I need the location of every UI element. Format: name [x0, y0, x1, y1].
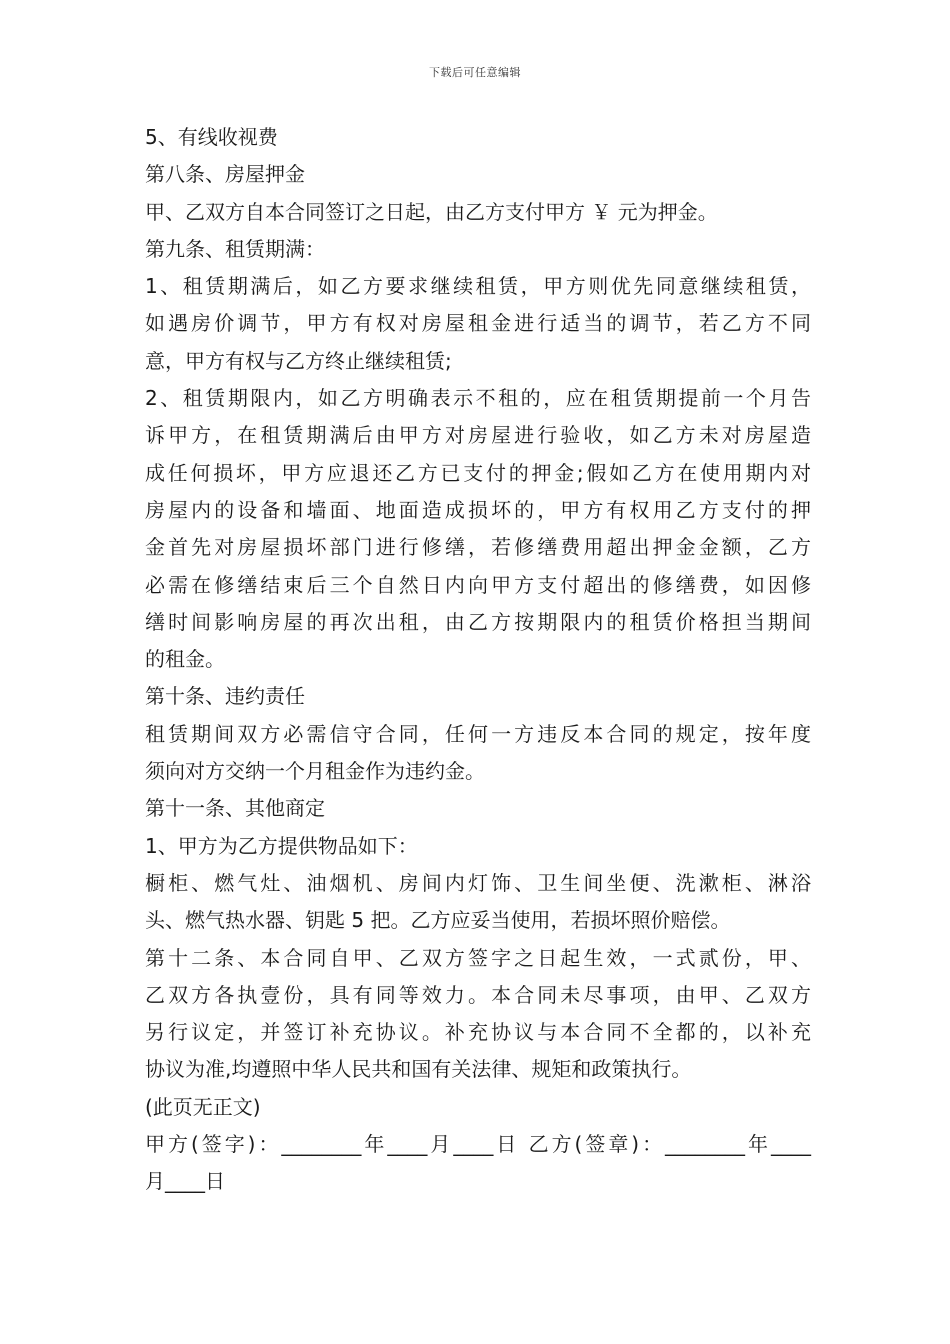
text-line: 缮时间影响房屋的再次出租，由乙方按期限内的租赁价格担当期间 — [145, 609, 811, 634]
text-line: 2、租赁期限内，如乙方明确表示不租的，应在租赁期提前一个月告 — [145, 386, 811, 411]
text-line: 橱柜、燃气灶、油烟机、房间内灯饰、卫生间坐便、洗漱柜、淋浴 — [145, 870, 811, 895]
text-line: 必需在修缮结束后三个自然日内向甲方支付超出的修缮费，如因修 — [145, 572, 811, 597]
text-line: 成任何损坏，甲方应退还乙方已支付的押金;假如乙方在使用期内对 — [145, 460, 811, 485]
text-line: 月____日 — [145, 1169, 225, 1194]
text-line: 房屋内的设备和墙面、地面造成损坏的，甲方有权用乙方支付的押 — [145, 497, 811, 522]
text-line: 头、燃气热水器、钥匙 5 把。乙方应妥当使用，若损坏照价赔偿。 — [145, 908, 731, 933]
text-line: 租赁期间双方必需信守合同，任何一方违反本合同的规定，按年度 — [145, 721, 811, 746]
text-line: 1、甲方为乙方提供物品如下： — [145, 833, 418, 858]
text-line: 的租金。 — [145, 647, 225, 672]
text-line: 甲方(签字)：________年____月____日 乙方(签章)：________年____ — [145, 1132, 811, 1157]
text-line: 第十条、违约责任 — [145, 684, 305, 709]
text-line: 第九条、租赁期满： — [145, 236, 325, 261]
text-line: 第八条、房屋押金 — [145, 162, 305, 187]
text-line: 如遇房价调节，甲方有权对房屋租金进行适当的调节，若乙方不同 — [145, 311, 811, 336]
text-line: 意，甲方有权与乙方终止继续租赁; — [145, 348, 452, 373]
text-line: 第十二条、本合同自甲、乙双方签字之日起生效，一式贰份，甲、 — [145, 945, 811, 970]
text-line: 乙双方各执壹份，具有同等效力。本合同未尽事项，由甲、乙双方 — [145, 982, 811, 1007]
text-line: 金首先对房屋损坏部门进行修缮，若修缮费用超出押金金额，乙方 — [145, 535, 811, 560]
text-line: (此页无正文) — [145, 1094, 261, 1119]
text-line: 第十一条、其他商定 — [145, 796, 325, 821]
text-line: 须向对方交纳一个月租金作为违约金。 — [145, 759, 485, 784]
text-line: 5、有线收视费 — [145, 125, 278, 149]
contract-body — [145, 119, 811, 1201]
text-line: 1、租赁期满后，如乙方要求继续租赁，甲方则优先同意继续租赁， — [145, 274, 811, 299]
text-line: 另行议定，并签订补充协议。补充协议与本合同不全都的，以补充 — [145, 1020, 811, 1045]
text-line: 甲、乙双方自本合同签订之日起，由乙方支付甲方 ￥ 元为押金。 — [145, 199, 718, 224]
text-line: 诉甲方，在租赁期满后由甲方对房屋进行验收，如乙方未对房屋造 — [145, 423, 811, 448]
page-header-note: 下载后可任意编辑 — [429, 66, 521, 79]
text-line: 协议为准,均遵照中华人民共和国有关法律、规矩和政策执行。 — [145, 1057, 692, 1082]
